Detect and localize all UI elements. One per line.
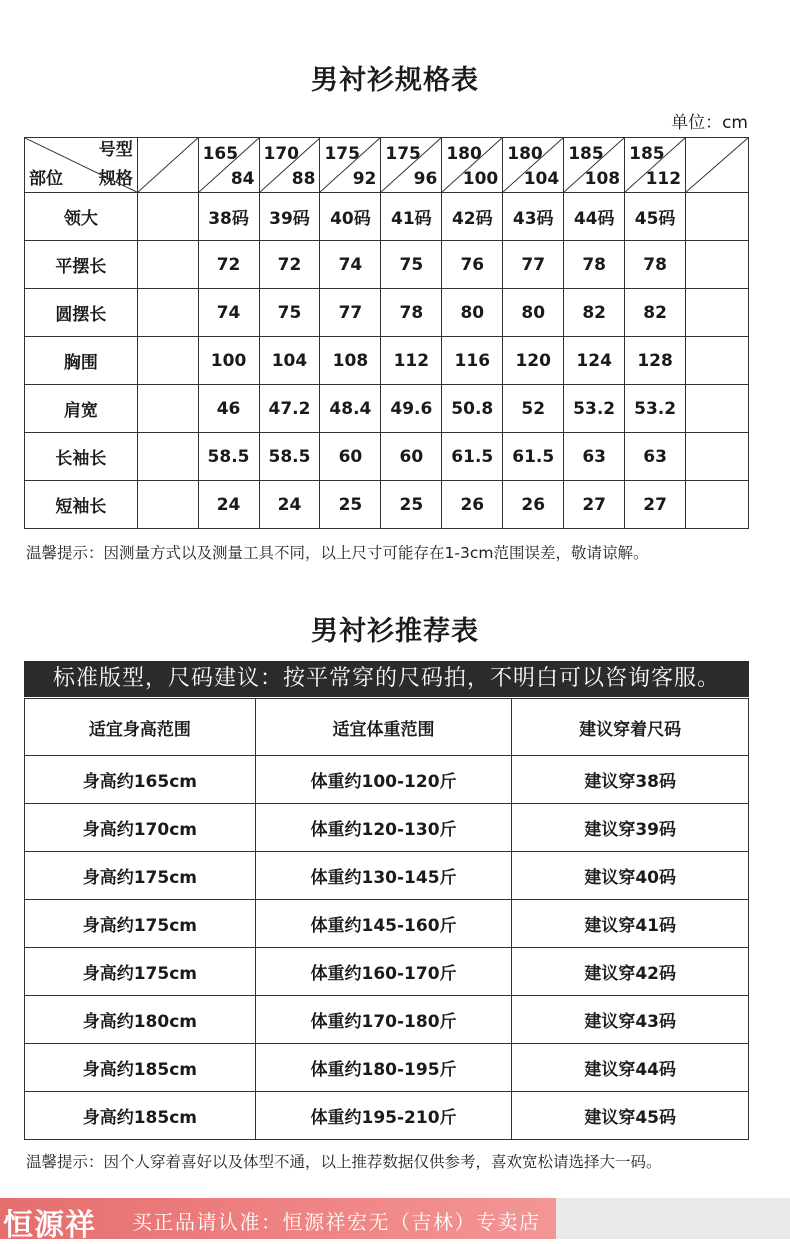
size-height: 180 <box>446 144 482 164</box>
header-blank-cell <box>137 138 198 193</box>
rec-cell: 建议穿40码 <box>512 852 749 900</box>
spec-value: 74 <box>320 241 381 289</box>
rec-cell: 体重约130-145斤 <box>255 852 512 900</box>
size-chest: 92 <box>352 169 377 189</box>
header-diagonal-line <box>138 138 198 192</box>
spec-value: 80 <box>442 289 503 337</box>
spec-table-title: 男衬衫规格表 <box>311 65 479 96</box>
size-chest: 108 <box>584 169 621 189</box>
part-label: 短袖长 <box>25 481 138 529</box>
spec-value: 49.6 <box>381 385 442 433</box>
empty-cell <box>686 241 749 289</box>
spec-value: 61.5 <box>503 433 564 481</box>
spec-value: 50.8 <box>442 385 503 433</box>
spec-value: 24 <box>198 481 259 529</box>
rec-header-row <box>25 699 749 756</box>
spec-value: 60 <box>381 433 442 481</box>
spec-value: 100 <box>198 337 259 385</box>
rec-row <box>25 804 749 852</box>
empty-cell <box>137 385 198 433</box>
spec-value: 46 <box>198 385 259 433</box>
rec-row <box>25 1092 749 1140</box>
spec-value: 53.2 <box>564 385 625 433</box>
rec-row <box>25 996 749 1044</box>
spec-value: 128 <box>625 337 686 385</box>
spec-value: 72 <box>259 241 320 289</box>
spec-value: 72 <box>198 241 259 289</box>
rec-cell: 体重约195-210斤 <box>255 1092 512 1140</box>
size-header-175-92 <box>320 138 381 193</box>
authentic-store-slogan: 买正品请认准：恒源祥宏无（吉林）专卖店 <box>132 1210 541 1234</box>
spec-value: 104 <box>259 337 320 385</box>
size-chest: 84 <box>230 169 255 189</box>
spec-row <box>25 481 749 529</box>
rec-row <box>25 852 749 900</box>
part-label: 圆摆长 <box>25 289 138 337</box>
recommendation-table <box>24 698 749 1140</box>
rec-cell: 建议穿41码 <box>512 900 749 948</box>
rec-cell: 身高约185cm <box>25 1092 256 1140</box>
size-spec-table <box>24 137 749 529</box>
empty-cell <box>137 289 198 337</box>
size-chest: 100 <box>462 169 499 189</box>
spec-row <box>25 385 749 433</box>
part-label: 领大 <box>25 193 138 241</box>
fit-banner: 标准版型，尺码建议：按平常穿的尺码拍，不明白可以咨询客服。 <box>24 661 749 697</box>
spec-value: 40码 <box>320 193 381 241</box>
empty-cell <box>137 337 198 385</box>
size-height: 175 <box>324 144 360 164</box>
spec-value: 78 <box>564 241 625 289</box>
rec-cell: 体重约120-130斤 <box>255 804 512 852</box>
spec-value: 112 <box>381 337 442 385</box>
size-height: 185 <box>629 144 665 164</box>
empty-cell <box>686 481 749 529</box>
size-height: 165 <box>202 144 239 164</box>
rec-row <box>25 756 749 804</box>
spec-value: 77 <box>320 289 381 337</box>
rec-cell: 身高约175cm <box>25 900 256 948</box>
spec-value: 63 <box>625 433 686 481</box>
unit-label: 单位：cm <box>671 113 748 133</box>
rec-cell: 身高约175cm <box>25 948 256 996</box>
brand-logo: 恒源祥 <box>3 1208 96 1243</box>
rec-cell: 建议穿42码 <box>512 948 749 996</box>
size-header-180-104 <box>503 138 564 193</box>
empty-cell <box>686 433 749 481</box>
rec-column-header: 适宜体重范围 <box>255 699 512 756</box>
rec-column-header: 适宜身高范围 <box>25 699 256 756</box>
size-header-185-108 <box>564 138 625 193</box>
rec-column-header: 建议穿着尺码 <box>512 699 749 756</box>
spec-row <box>25 433 749 481</box>
empty-cell <box>686 289 749 337</box>
part-label: 长袖长 <box>25 433 138 481</box>
size-height: 185 <box>568 144 604 164</box>
size-chest: 88 <box>291 169 316 189</box>
spec-value: 52 <box>503 385 564 433</box>
rec-cell: 身高约175cm <box>25 852 256 900</box>
rec-cell: 体重约180-195斤 <box>255 1044 512 1092</box>
rec-table-title: 男衬衫推荐表 <box>311 616 479 647</box>
size-header-180-100 <box>442 138 503 193</box>
empty-cell <box>686 193 749 241</box>
brand-strip <box>0 1198 556 1243</box>
empty-cell <box>686 385 749 433</box>
spec-value: 38码 <box>198 193 259 241</box>
rec-row <box>25 900 749 948</box>
part-label: 肩宽 <box>25 385 138 433</box>
spec-value: 27 <box>625 481 686 529</box>
rec-cell: 体重约170-180斤 <box>255 996 512 1044</box>
rec-cell: 建议穿39码 <box>512 804 749 852</box>
rec-row <box>25 1044 749 1092</box>
corner-label-size-type: 号型 <box>98 140 133 160</box>
part-label: 胸围 <box>25 337 138 385</box>
part-label: 平摆长 <box>25 241 138 289</box>
spec-row <box>25 241 749 289</box>
spec-value: 82 <box>564 289 625 337</box>
empty-cell <box>137 193 198 241</box>
size-chest: 104 <box>523 169 560 189</box>
empty-cell <box>137 433 198 481</box>
corner-label-spec: 规格 <box>98 169 133 189</box>
spec-value: 108 <box>320 337 381 385</box>
spec-value: 26 <box>503 481 564 529</box>
spec-value: 45码 <box>625 193 686 241</box>
spec-value: 43码 <box>503 193 564 241</box>
rec-cell: 体重约160-170斤 <box>255 948 512 996</box>
spec-value: 24 <box>259 481 320 529</box>
footer-bar <box>0 1198 790 1243</box>
rec-cell: 建议穿38码 <box>512 756 749 804</box>
rec-cell: 建议穿45码 <box>512 1092 749 1140</box>
spec-value: 58.5 <box>259 433 320 481</box>
spec-value: 26 <box>442 481 503 529</box>
rec-note: 温馨提示：因个人穿着喜好以及体型不通，以上推荐数据仅供参考，喜欢宽松请选择大一码。 <box>26 1153 662 1171</box>
size-height: 180 <box>507 144 543 164</box>
size-header-175-96 <box>381 138 442 193</box>
header-extra-cell <box>686 138 749 193</box>
spec-value: 120 <box>503 337 564 385</box>
spec-value: 78 <box>625 241 686 289</box>
spec-value: 48.4 <box>320 385 381 433</box>
rec-row <box>25 948 749 996</box>
rec-cell: 体重约145-160斤 <box>255 900 512 948</box>
spec-value: 41码 <box>381 193 442 241</box>
size-chest: 96 <box>413 169 438 189</box>
spec-value: 78 <box>381 289 442 337</box>
rec-cell: 身高约165cm <box>25 756 256 804</box>
rec-cell: 身高约170cm <box>25 804 256 852</box>
spec-value: 27 <box>564 481 625 529</box>
spec-row <box>25 289 749 337</box>
spec-value: 60 <box>320 433 381 481</box>
spec-value: 47.2 <box>259 385 320 433</box>
spec-value: 61.5 <box>442 433 503 481</box>
rec-cell: 身高约180cm <box>25 996 256 1044</box>
corner-label-part: 部位 <box>29 169 63 189</box>
spec-value: 74 <box>198 289 259 337</box>
spec-row <box>25 193 749 241</box>
spec-value: 76 <box>442 241 503 289</box>
spec-value: 63 <box>564 433 625 481</box>
size-height: 175 <box>385 144 421 164</box>
spec-value: 58.5 <box>198 433 259 481</box>
size-height: 170 <box>263 144 299 164</box>
rec-cell: 建议穿44码 <box>512 1044 749 1092</box>
empty-cell <box>686 337 749 385</box>
spec-value: 116 <box>442 337 503 385</box>
spec-value: 39码 <box>259 193 320 241</box>
spec-row <box>25 337 749 385</box>
spec-note: 温馨提示：因测量方式以及测量工具不同，以上尺寸可能存在1-3cm范围误差，敬请谅解。 <box>26 544 649 562</box>
header-corner-cell <box>25 138 138 193</box>
spec-value: 80 <box>503 289 564 337</box>
spec-value: 77 <box>503 241 564 289</box>
spec-value: 25 <box>381 481 442 529</box>
spec-value: 82 <box>625 289 686 337</box>
size-chest: 112 <box>645 169 682 189</box>
rec-cell: 建议穿43码 <box>512 996 749 1044</box>
size-header-185-112 <box>625 138 686 193</box>
spec-value: 53.2 <box>625 385 686 433</box>
spec-value: 25 <box>320 481 381 529</box>
spec-value: 42码 <box>442 193 503 241</box>
header-diagonal-line <box>686 138 748 192</box>
spec-value: 75 <box>381 241 442 289</box>
empty-cell <box>137 481 198 529</box>
rec-cell: 体重约100-120斤 <box>255 756 512 804</box>
spec-value: 124 <box>564 337 625 385</box>
size-header-170-88 <box>259 138 320 193</box>
spec-value: 44码 <box>564 193 625 241</box>
empty-cell <box>137 241 198 289</box>
size-header-165-84 <box>198 138 259 193</box>
spec-value: 75 <box>259 289 320 337</box>
rec-cell: 身高约185cm <box>25 1044 256 1092</box>
